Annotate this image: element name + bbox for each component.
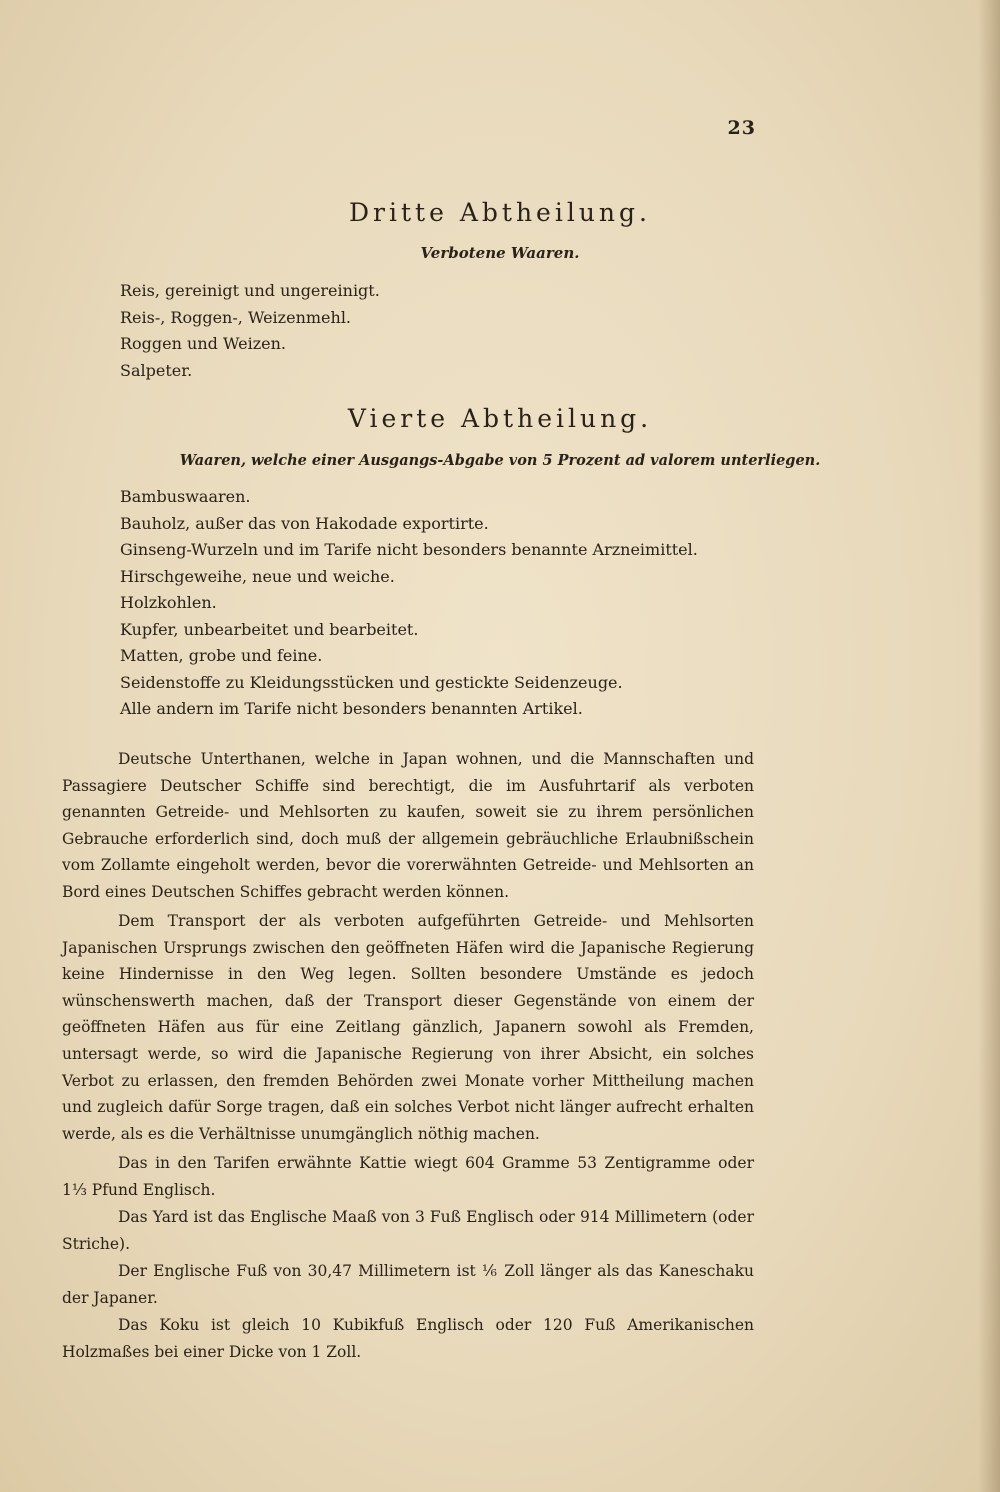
list-item: Seidenstoffe zu Kleidungsstücken und gestickte Seidenzeuge. xyxy=(120,672,623,692)
list-item: Kupfer, unbearbeitet und bearbeitet. xyxy=(120,619,419,639)
list-item: Salpeter. xyxy=(120,360,193,380)
list-item: Matten, grobe und feine. xyxy=(120,646,323,665)
paragraph-citizens: Deutsche Unterthanen, welche in Japan wohnen, und die Mannschaften und Passagiere Deutscher Schiffe sind berechtigt, die im Ausfuhrtarif als verboten genannten Getreide- und Mehlsorten zu kaufen, soweit sie zu ihrem persönlichen Gebrauche erforderlich sind, doch muß der allgemein gebräuchliche Erlaubnißschein vom Zollamte eingeholt werden, bevor die vorerwähnten Getreide- und Mehlsorten an Bord eines Deutschen Schiffes gebracht werden können. xyxy=(62,750,754,901)
section3-list xyxy=(120,278,380,384)
list-item: Reis, gereinigt und ungereinigt. xyxy=(120,281,380,300)
section3-subtitle: Verbotene Waaren. xyxy=(420,244,580,262)
page-number: 23 xyxy=(727,117,756,139)
paragraph-koku: Das Koku ist gleich 10 Kubikfuß Englisch oder 120 Fuß Amerikanischen Holzmaßes bei einer Dicke von 1 Zoll. xyxy=(62,1316,754,1361)
list-item: Holzkohlen. xyxy=(120,593,217,612)
section4-title: Vierte Abtheilung. xyxy=(347,404,653,433)
list-item: Reis-, Roggen-, Weizenmehl. xyxy=(120,307,352,327)
section4-subtitle: Waaren, welche einer Ausgangs-Abgabe von 5 Prozent ad valorem unterliegen. xyxy=(179,452,821,469)
paragraph-foot: Der Englische Fuß von 30,47 Millimetern ist ⅙ Zoll länger als das Kanesch​aku der Japaner. xyxy=(62,1262,754,1307)
list-item: Bambuswaaren. xyxy=(120,487,251,506)
section3-title: Dritte Abtheilung. xyxy=(349,198,651,227)
list-item: Bauholz, außer das von Hakodade exportirte. xyxy=(120,513,489,533)
list-item: Hirschgeweihe, neue und weiche. xyxy=(120,566,395,586)
list-item: Roggen und Weizen. xyxy=(120,334,286,353)
list-item: Alle andern im Tarife nicht besonders benannten Artikel. xyxy=(120,699,583,718)
paragraph-transport: Dem Transport der als verboten aufgeführten Getreide- und Mehlsorten Japanischen Ursprungs zwischen den geöffneten Häfen wird die Japanische Regierung keine Hindernisse in den Weg legen. Sollten besondere Umstände es jedoch wünschenswerth machen, daß der Transport dieser Gegenstände von einem der geöffneten Häfen aus für eine Zeitlang gänzlich, Japanern sowohl als Fremden, untersagt werde, so wird die Japanische Regierung von ihrer Absicht, ein solches Verbot zu erlassen, den fremden Behörden zwei Monate vorher Mittheilung machen und zugleich dafür Sorge tragen, daß ein solches Verbot nicht länger aufrecht erhalten werde, als es die Verhältnisse unumgänglich nöthig machen. xyxy=(62,912,754,1143)
list-item: Ginseng-Wurzeln und im Tarife nicht besonders benannte Arzneimittel. xyxy=(120,540,698,559)
paragraph-yard: Das Yard ist das Englische Maaß von 3 Fuß Englisch oder 914 Millimetern (oder Striche). xyxy=(62,1208,754,1253)
section4-list xyxy=(120,484,698,723)
paragraph-kattie: Das in den Tarifen erwähnte Kattie wiegt 604 Gramme 53 Zentigramme oder 1⅓ Pfund Englisch. xyxy=(62,1154,754,1199)
